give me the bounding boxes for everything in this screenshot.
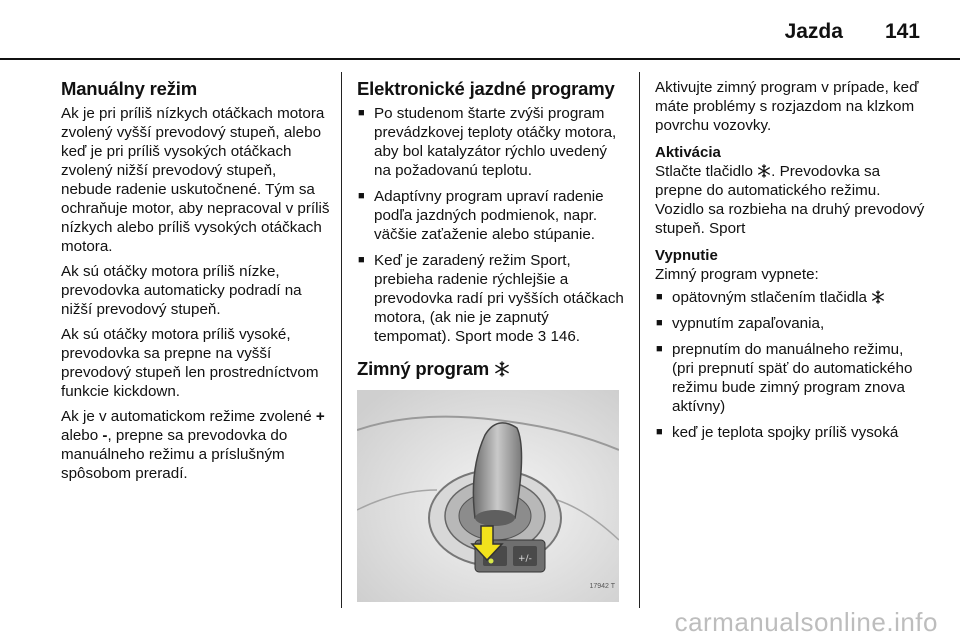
bullet: ■ [358,107,365,119]
paragraph: Ak sú otáčky motora príliš nízke, prevodovka automaticky podradí na nižší prevodový stupeň. [61,263,302,318]
gear-lever-illustration [357,390,619,602]
bullet: ■ [656,343,663,355]
column-divider-1 [341,72,342,608]
bullet: ■ [358,190,365,202]
column-electronic-programs [357,78,627,602]
bullet: ■ [358,254,365,266]
svg-text:+/-: +/- [518,554,532,564]
heading-manual-mode: Manuálny režim [61,78,197,99]
list-item: ■ keď je teplota spojky príliš vysoká [656,424,899,441]
gear-lever-image [357,390,619,602]
program-list [357,104,627,346]
paragraph: Ak je pri príliš nízkych otáčkach motora zvolený vyšší prevodový stupeň, alebo keď je pri príliš vysokých otáčkach zvolený nižší prevodový stupeň, nebude radenie uskutočnené. Tým sa ochraňuje motor, aby nepracoval v príliš nízkych alebo príliš vysokých otáčkach motora. [61,105,330,255]
snowflake-icon [871,290,885,304]
page-header [785,12,920,52]
minus-symbol: - [102,427,108,444]
snowflake-icon [494,361,510,377]
list-item: ■ Adaptívny program upraví radenie podľa jazdných podmienok, napr. väčšie zaťaženie alebo stúpanie. [358,188,604,243]
section-title: Jazda [784,20,843,43]
column-divider-2 [639,72,640,608]
list-item: ■ prepnutím do manuálneho režimu, (pri prepnutí späť do automatického režimu bude zimný program znova aktívny) [656,341,913,415]
paragraph: Ak sú otáčky motora príliš vysoké, prevodovka sa prepne na vyšší prevodový stupeň len prostredníctvom funkcie kickdown. [61,326,319,400]
watermark: carmanualsonline.info [674,607,938,637]
bullet: ■ [656,317,663,329]
heading-deactivation: Vypnutie [655,247,718,264]
snowflake-icon [757,164,771,178]
bullet: ■ [656,426,663,438]
list-item: ■ vypnutím zapaľovania, [656,315,825,332]
plus-symbol: + [315,408,325,425]
paragraph: Stlačte tlačidlo . Prevodovka sa prepne do automatického režimu. Vozidlo sa rozbieha na druhý prevodový stupeň. Sport [655,163,925,237]
heading-activation: Aktivácia [655,144,721,161]
deactivation-list [655,288,925,442]
figure-code: 17942 T [589,583,615,590]
column-winter-program [655,78,925,449]
list-item: ■ opätovným stlačením tlačidla [655,288,925,307]
list-item: ■ Po studenom štarte zvýši program prevádzkovej teploty otáčky motora, aby bol katalyzátor rýchlo uvedený na požadovanú teplotu. [358,105,617,179]
page-number: 141 [884,20,920,43]
column-manual-mode [61,78,331,489]
paragraph: Aktivujte zimný program v prípade, keď máte problémy s rozjazdom na klzkom povrchu vozovky. [655,79,919,134]
page-ref: 146. [546,328,580,345]
page-ref-arrow: 3 [537,328,547,345]
list-item: ■ Keď je zaradený režim Sport, prebieha radenie rýchlejšie a prevodovka radí pri vyšších otáčkach motora, (ak nie je zapnutý tempomat). Sport mode 3 146. [358,252,624,345]
bullet: ■ [656,291,663,303]
header-rule [0,58,960,60]
paragraph: Ak je v automatickom režime zvolené + alebo -, prepne sa prevodovka do manuálneho režimu a príslušným spôsobom preradí. [61,408,325,482]
heading-winter-program: Zimný program [357,358,627,380]
heading-electronic-programs: Elektronické jazdné programy [357,78,615,99]
paragraph: Zimný program vypnete: [655,266,819,283]
